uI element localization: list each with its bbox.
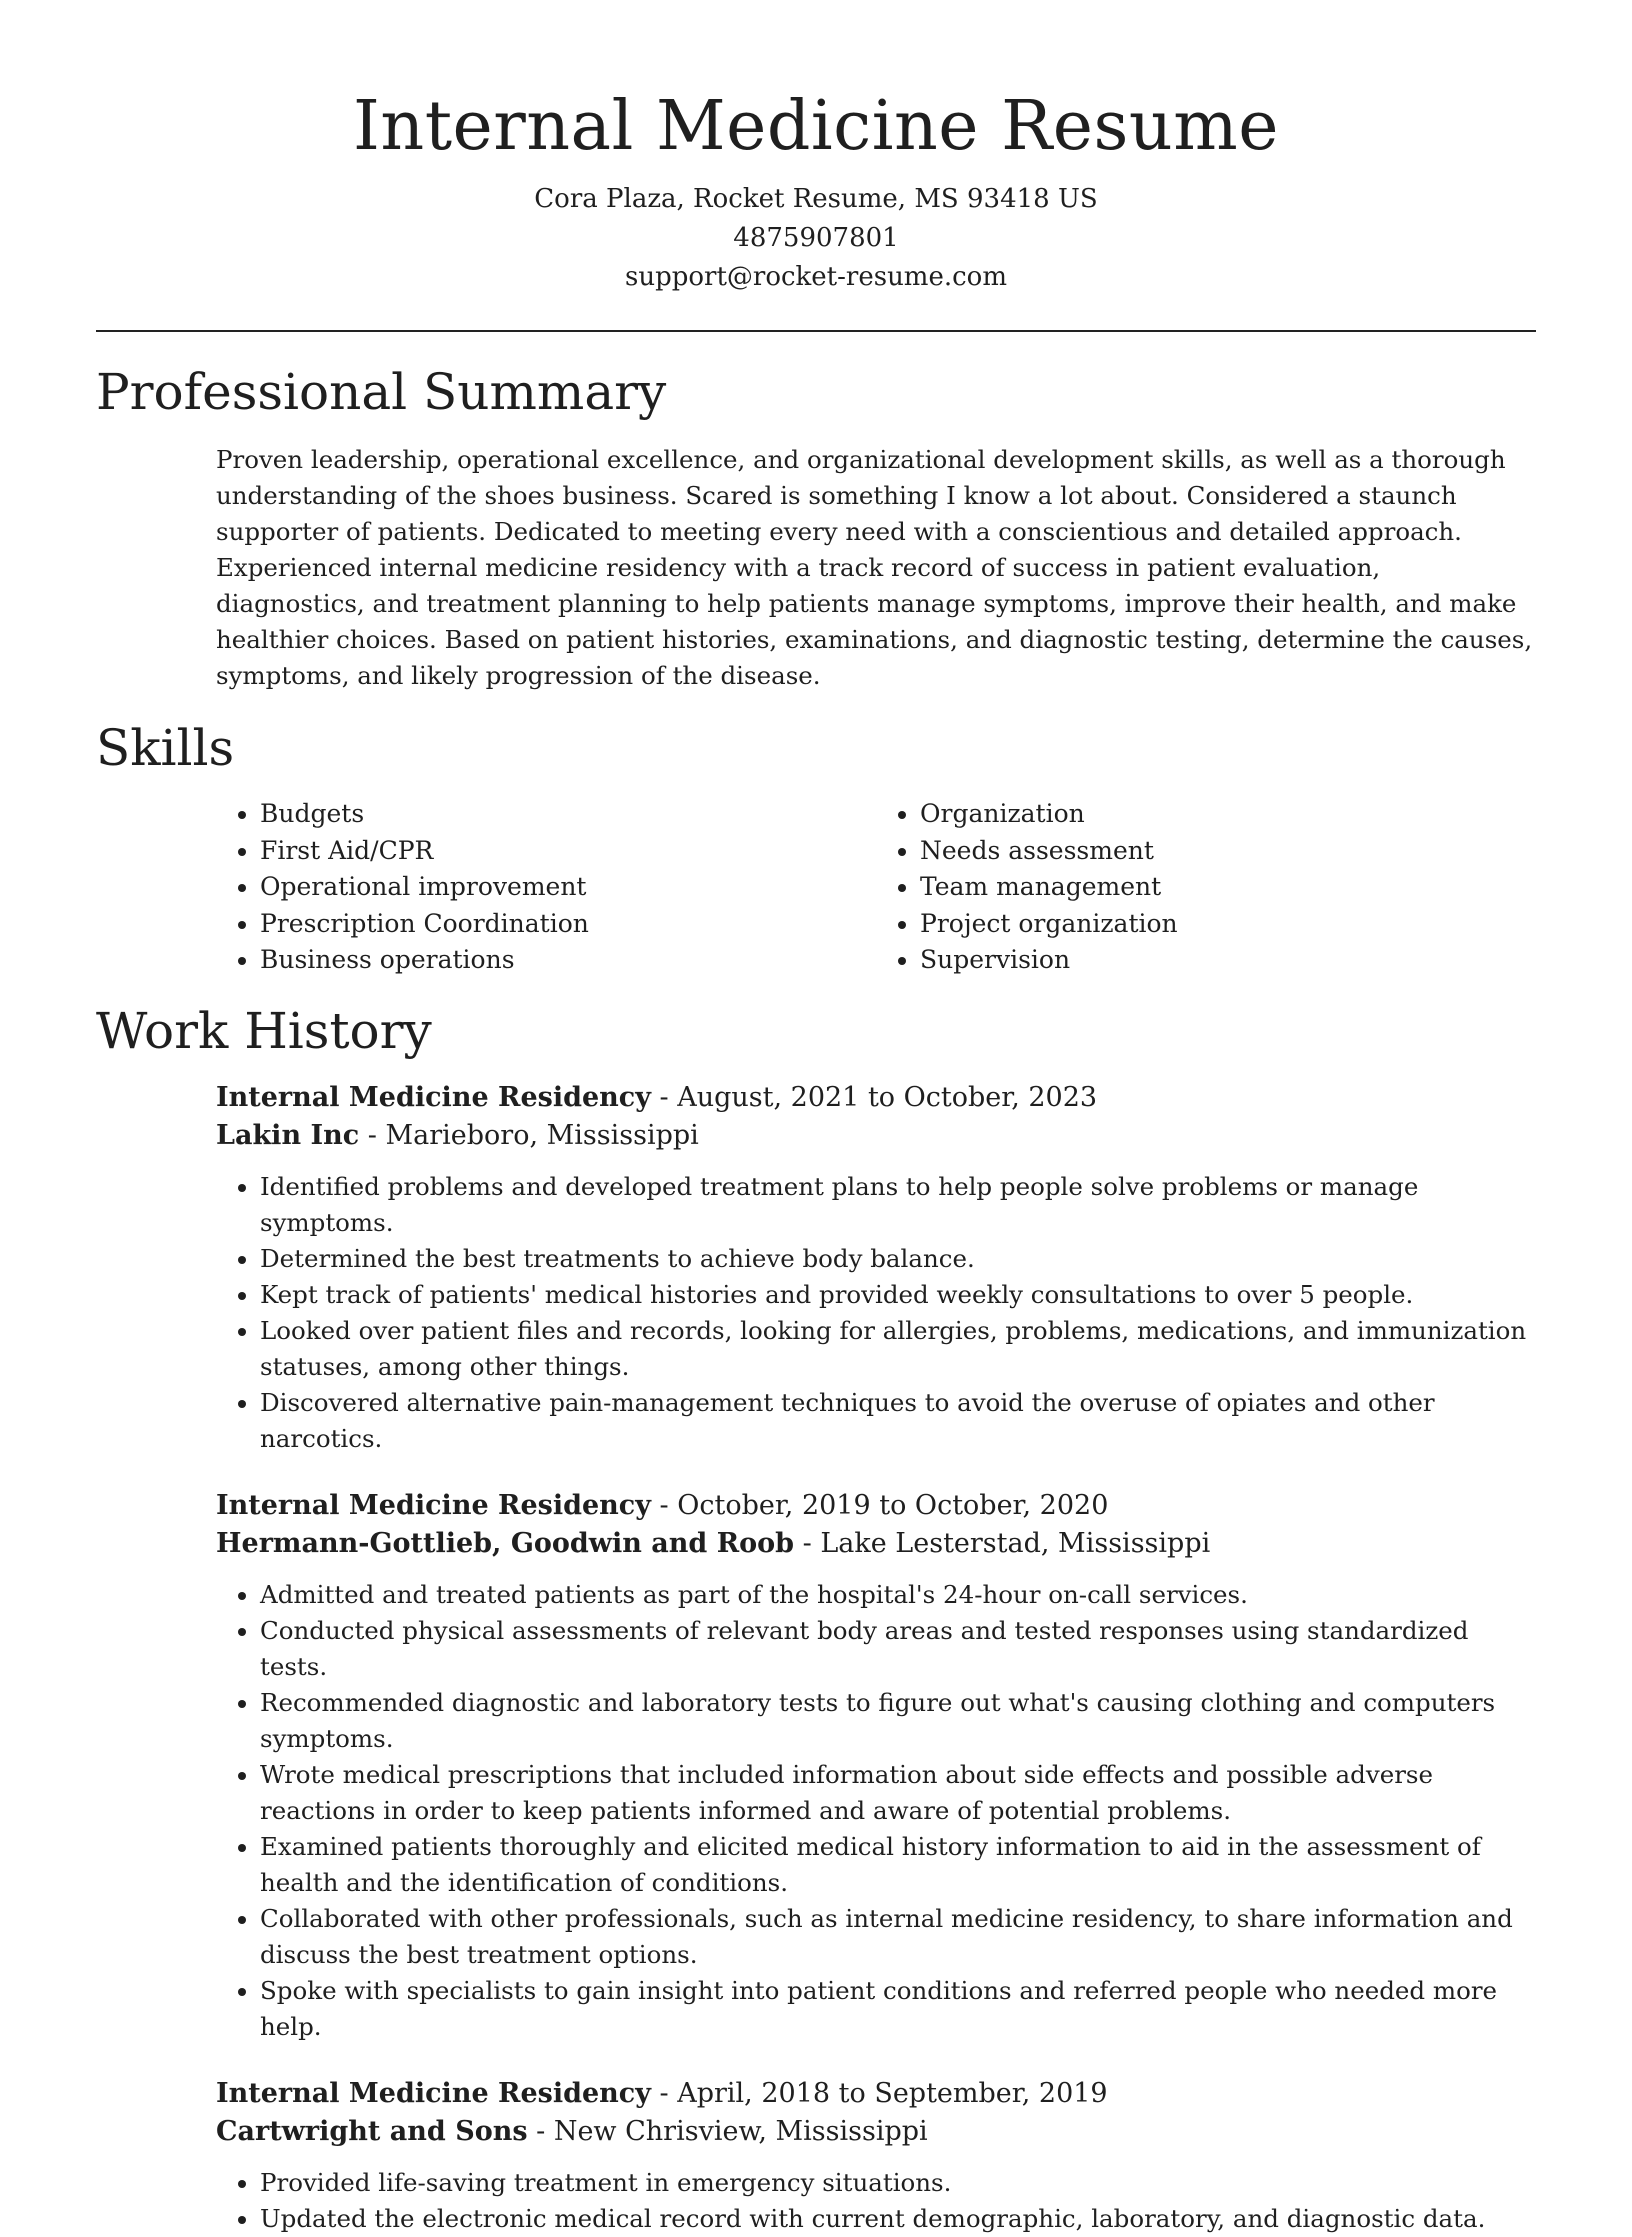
job-bullet: • Wrote medical prescriptions that included information about side effects and possible adverse reactions in order to keep patients informed and aware of potential problems. [260,1757,1536,1829]
skills-heading: Skills [96,719,235,777]
job-bullet-list [216,1169,1536,1457]
job-bullet: • Spoke with specialists to gain insight into patient conditions and referred people who needed more help. [260,1973,1536,2045]
job-bullet: • Updated the electronic medical record with current demographic, laboratory, and diagnostic data. [260,2201,1536,2237]
work-history-section [96,999,1536,2237]
job-bullet: • Kept track of patients' medical histories and provided weekly consultations to over 5 people. [260,1277,1536,1313]
job-role-line [216,1079,1536,1117]
job-company: Lakin Inc [216,1119,360,1151]
skill-item: • Supervision [920,942,1536,979]
skills-list-left [216,796,876,979]
contact-address: Cora Plaza, Rocket Resume, MS 93418 US [534,184,1098,214]
job-bullet: • Collaborated with other professionals, such as internal medicine residency, to share information and discuss the best treatment options. [260,1901,1536,1973]
job-bullet: • Looked over patient files and records, looking for allergies, problems, medications, and immunization statuses, among other things. [260,1313,1536,1385]
job-company-line [216,1525,1536,1563]
job-company: Hermann-Gottlieb, Goodwin and Roob [216,1527,795,1559]
job-role: Internal Medicine Residency [216,1489,651,1521]
header-divider [96,330,1536,332]
job-bullet: • Examined patients thoroughly and elicited medical history information to aid in the assessment of health and the identification of conditions. [260,1829,1536,1901]
job-separator: - [794,1527,821,1559]
job-company: Cartwright and Sons [216,2115,528,2147]
job-bullet: • Recommended diagnostic and laboratory tests to figure out what's causing clothing and computers symptoms. [260,1685,1536,1757]
job-company-line [216,1117,1536,1155]
skill-item: • First Aid/CPR [260,833,876,870]
skill-item: • Prescription Coordination [260,906,876,943]
skill-item: • Team management [920,869,1536,906]
skills-grid [216,796,1536,979]
resume-title: Internal Medicine Resume [353,87,1279,166]
resume-page [96,0,1536,2237]
job-bullet: • Determined the best treatments to achieve body balance. [260,1241,1536,1277]
skills-list-right [876,796,1536,979]
job-bullet: • Admitted and treated patients as part of the hospital's 24-hour on-call services. [260,1577,1536,1613]
job-dates: April, 2018 to September, 2019 [677,2077,1108,2109]
job-location: Marieboro, Mississippi [385,1119,699,1151]
job-location: Lake Lesterstad, Mississippi [820,1527,1211,1559]
job-separator: - [650,1081,678,1113]
job-company-line [216,2113,1536,2151]
job-dates: August, 2021 to October, 2023 [677,1081,1098,1113]
job-dates: October, 2019 to October, 2020 [677,1489,1109,1521]
job-separator: - [359,1119,386,1151]
job-bullet: • Conducted physical assessments of relevant body areas and tested responses using standardized tests. [260,1613,1536,1685]
job-location: New Chrisview, Mississippi [553,2115,928,2147]
job-separator: - [527,2115,554,2147]
skill-item: • Needs assessment [920,833,1536,870]
job-bullet: • Identified problems and developed treatment plans to help people solve problems or manage symptoms. [260,1169,1536,1241]
summary-text: Proven leadership, operational excellence, and organizational development skills, as well as a thorough understanding of the shoes business. Scared is something I know a lot about. Considered a staunch supporter of patients. Dedicated to meeting every need with a conscientious and detailed approach. Experienced internal medicine residency with a track record of success in patient evaluation, diagnostics, and treatment planning to help patients manage symptoms, improve their health, and make healthier choices. Based on patient histories, examinations, and diagnostic testing, determine the causes, symptoms, and likely progression of the disease. [216,445,1533,690]
job-role: Internal Medicine Residency [216,2077,651,2109]
skill-item: • Organization [920,796,1536,833]
summary-heading: Professional Summary [96,363,667,421]
skills-section [96,716,1536,979]
skill-item: • Operational improvement [260,869,876,906]
job-entry [216,1487,1536,2045]
contact-phone: 4875907801 [733,223,899,253]
job-entry [216,1079,1536,1457]
resume-header [96,0,1536,297]
job-separator: - [650,1489,678,1521]
job-entry [216,2075,1536,2237]
job-bullet: • Discovered alternative pain-management techniques to avoid the overuse of opiates and other narcotics. [260,1385,1536,1457]
job-bullet-list [216,1577,1536,2045]
skill-item: • Business operations [260,942,876,979]
job-bullet-list [216,2165,1536,2237]
skill-item: • Project organization [920,906,1536,943]
job-role: Internal Medicine Residency [216,1081,651,1113]
job-role-line [216,2075,1536,2113]
job-role-line [216,1487,1536,1525]
skill-item: • Budgets [260,796,876,833]
job-bullet: • Provided life-saving treatment in emergency situations. [260,2165,1536,2201]
summary-section [96,360,1536,694]
contact-email: support@rocket-resume.com [624,262,1007,292]
work-history-heading: Work History [96,1001,432,1060]
job-separator: - [650,2077,678,2109]
